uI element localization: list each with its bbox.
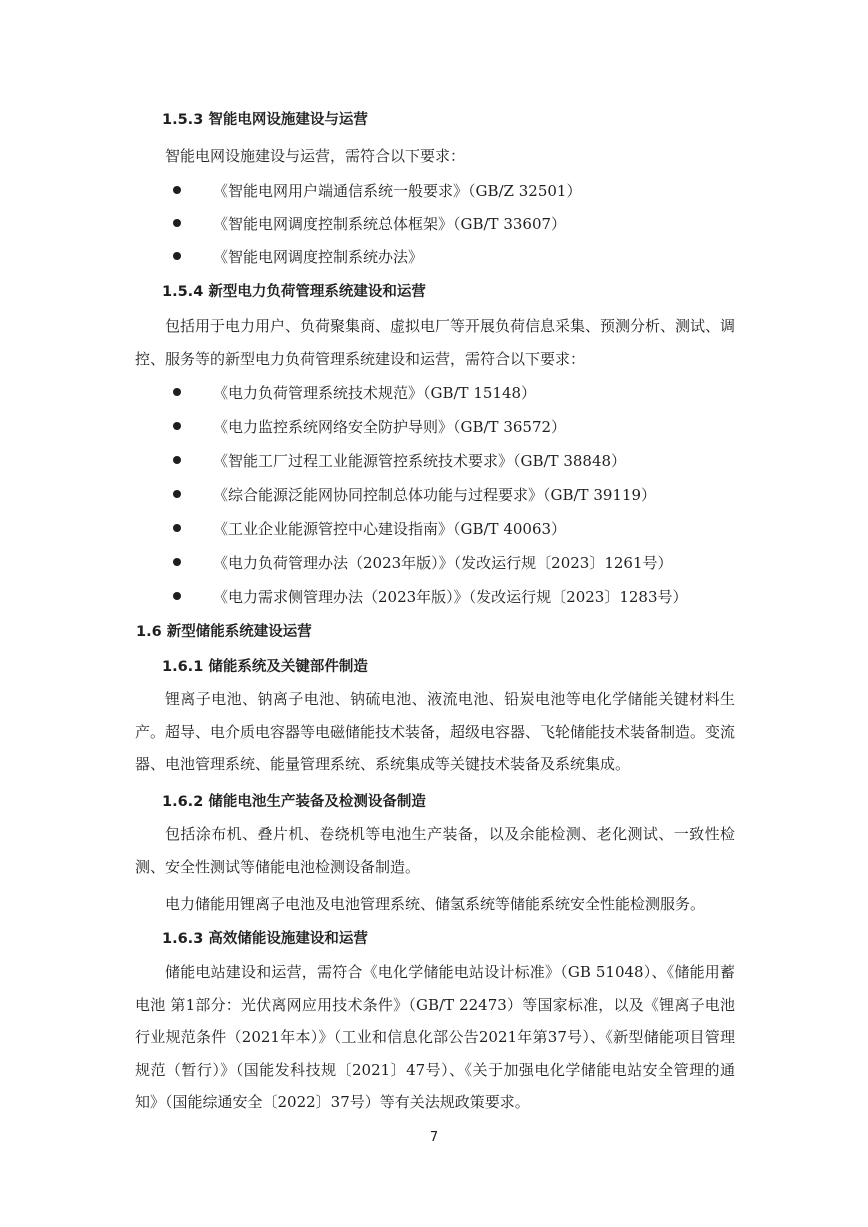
section-heading-1-6: 1.6 新型储能系统建设运营: [136, 624, 312, 640]
list-item-text: 《智能电网调度控制系统总体框架》（GB/T 33607）: [213, 215, 567, 233]
section-body-1-6-2: 包括涂布机、叠片机、卷绕机等电池生产装备，以及余能检测、老化测试、一致性检测、安全性测试等储能电池检测设备制造。: [135, 825, 735, 876]
list-item-text: 《智能电网调度控制系统办法》: [213, 248, 424, 266]
section-heading-1-6-1: 1.6.1 储能系统及关键部件制造: [162, 659, 368, 675]
list-item-text: 《智能电网用户端通信系统一般要求》（GB/Z 32501）: [213, 182, 582, 200]
bullet-icon: [173, 456, 181, 464]
section-body-1-6-1: 锂离子电池、钠离子电池、钠硫电池、液流电池、铅炭电池等电化学储能关键材料生产。超导、电介质电容器等电磁储能技术装备，超级电容器、飞轮储能技术装备制造。变流器、电池管理系统、能量管理系统、系统集成等关键技术装备及系统集成。: [135, 690, 736, 773]
list-item-text: 《综合能源泛能网协同控制总体功能与过程要求》（GB/T 39119）: [213, 486, 657, 504]
section-heading-1-6-3: 1.6.3 高效储能设施建设和运营: [162, 931, 368, 947]
bullet-icon: [173, 422, 181, 430]
bullet-icon: [173, 252, 181, 260]
bullet-icon: [173, 524, 181, 532]
list-item-text: 《电力负荷管理系统技术规范》（GB/T 15148）: [213, 384, 537, 402]
list-item-text: 《智能工厂过程工业能源管控系统技术要求》（GB/T 38848）: [213, 452, 627, 470]
section-heading-1-6-2: 1.6.2 储能电池生产装备及检测设备制造: [162, 794, 426, 810]
section-body-1-6-3: 储能电站建设和运营，需符合《电化学储能电站设计标准》（GB 51048）、《储能用蓄电池 第1部分：光伏离网应用技术条件》（GB/T 22473）等国家标准，以及《锂离子电池行业规范条件（2021年本）》（工业和信息化部公告2021年第37号）、《新型储能项目管理规范（暂行）》（国能发科技规〔2021〕47号）、《关于加强电化学储能电站安全管理的通知》（国能综通安全〔2022〕37号）等有关法规政策要求。: [135, 963, 735, 1111]
bullet-icon: [173, 592, 181, 600]
section-intro-1-5-4: 包括用于电力用户、负荷聚集商、虚拟电厂等开展负荷信息采集、预测分析、测试、调控、服务等的新型电力负荷管理系统建设和运营，需符合以下要求：: [135, 317, 736, 368]
bullet-icon: [173, 219, 181, 227]
bullet-icon: [173, 186, 181, 194]
section-intro-1-5-3: 智能电网设施建设与运营，需符合以下要求：: [165, 147, 466, 165]
list-item-text: 《工业企业能源管控中心建设指南》（GB/T 40063）: [213, 520, 567, 538]
section-body-1-6-2-second: 电力储能用锂离子电池及电池管理系统、储氢系统等储能系统安全性能检测服务。: [165, 895, 706, 913]
list-item-text: 《电力需求侧管理办法（2023年版）》（发改运行规〔2023〕1283号）: [213, 588, 688, 606]
section-heading-1-5-3: 1.5.3 智能电网设施建设与运营: [162, 112, 368, 128]
list-item-text: 《电力监控系统网络安全防护导则》（GB/T 36572）: [213, 418, 567, 436]
bullet-icon: [173, 388, 181, 396]
section-heading-1-5-4: 1.5.4 新型电力负荷管理系统建设和运营: [162, 284, 426, 300]
bullet-icon: [173, 558, 181, 566]
bullet-icon: [173, 490, 181, 498]
list-item-text: 《电力负荷管理办法（2023年版）》（发改运行规〔2023〕1261号）: [213, 554, 673, 572]
page-number: 7: [429, 1130, 439, 1145]
